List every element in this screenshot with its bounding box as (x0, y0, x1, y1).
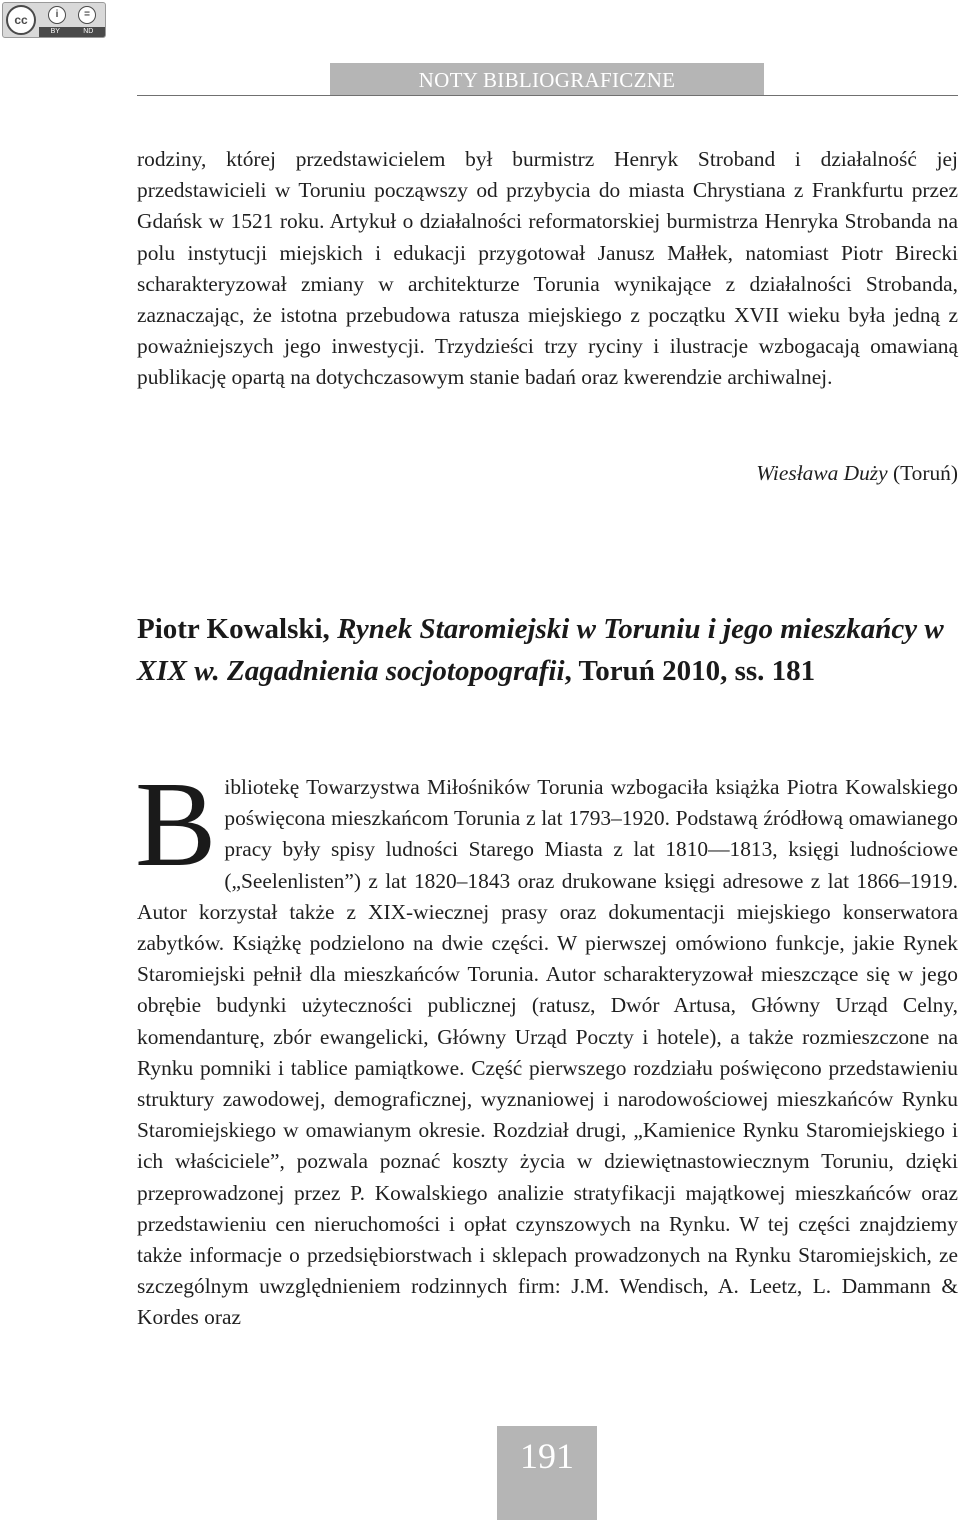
book-details: , Toruń 2010, ss. 181 (564, 655, 816, 687)
paragraph-text: rodziny, której przedstawicielem był burmistrz Henryk Stroband i działalność jej przedstawicieli w Toruniu począwszy od przybycia do miasta Chrystiana z Frankfurtu przez Gdańsk w 1521 roku. Artykuł o działalności reformatorskiej burmistrza Henryka Strobanda na polu instytucji miejskich i edukacji przygotował Janusz Małłek, natomiast Piotr Birecki scharakteryzował zmiany w architekturze Torunia wynikające z działalności Strobanda, zaznaczając, że istotna przebudowa ratusza miejskiego z początku XVII wieku była jedną z poważniejszych jego inwestycji. Trzydzieści trzy ryciny i ilustracje wzbogacają omawianą publikację opartą na dotychczasowym stanie badań oraz kwerendzie archiwalnej. (137, 147, 958, 390)
page-number: 191 (497, 1426, 597, 1520)
reviewer-place: (Toruń) (892, 461, 958, 485)
running-header: NOTY BIBLIOGRAFICZNE (330, 63, 764, 95)
cc-icon: cc (6, 5, 36, 35)
reviewer-signature (756, 458, 958, 489)
review-heading (137, 608, 958, 692)
book-author: Piotr Kowalski, (137, 613, 338, 645)
by-icon: i (48, 6, 66, 24)
book-title: Rynek Staromiejski w Toruniu i jego mieszkańcy w XIX w. Zagadnienia socjotopografii (137, 613, 944, 687)
nd-icon: = (78, 6, 96, 24)
continued-paragraph (137, 144, 958, 394)
license-nd-label: ND (83, 28, 94, 35)
paragraph-text: ibliotekę Towarzystwa Miłośników Torunia wzbogaciła książka Piotra Kowalskiego poświęcona mieszkańcom Torunia z lat 1793–1920. Podstawą źródłową omawianego pracy były spisy ludności Starego Miasta z lat 1810––1813, księgi ludnościowe („Seelenlisten”) z lat 1820–1843 oraz drukowane księgi adresowe z lat 1866–1919. Autor korzystał także z XIX-wiecznej prasy oraz dokumentacji miejskiego konserwatora zabytków. Książkę podzielono na dwie części. W pierwszej omówiono funkcje, jakie Rynek Staromiejski pełnił dla mieszkańców Torunia. Autor scharakteryzował mieszczące się w jego obrębie budynki użyteczności publicznej (ratusz, Dwór Artusa, Główny Urząd Celny, komendanturę, zbór ewangelicki, Główny Urząd Poczty i hotele), a także rozmieszczone na Rynku pomniki i tablice pamiątkowe. Część pierwszego rozdziału poświęcono przedstawieniu struktury zawodowej, demograficznej, wyznaniowej i narodowościowej mieszkańców Rynku Staromiejskiego w omawianym okresie. Rozdział drugi, „Kamienice Rynku Staromiejskiego i ich właściciele”, pozwala poznać koszty życia w dziewiętnastowiecznym Toruniu, dzięki przeprowadzonej przez P. Kowalskiego analizie stratyfikacji majątkowej mieszkańców oraz przedstawieniu cen nieruchomości i opłat czynszowych na Rynku. W tej części znajdziemy także informacje o przedsiębiorstwach i sklepach prowadzonych na Rynku Staromiejskich, ze szczególnym uwzględnieniem rodzinnych firm: J.M. Wendisch, A. Leetz, L. Dammann & Kordes oraz (137, 775, 958, 1330)
license-badge (2, 2, 106, 38)
reviewer-name: Wiesława Duży (756, 461, 888, 485)
review-paragraph (135, 757, 958, 1334)
license-strip (39, 27, 105, 37)
header-divider (137, 95, 958, 96)
license-by-label: BY (50, 28, 60, 35)
drop-cap: B (135, 757, 217, 892)
